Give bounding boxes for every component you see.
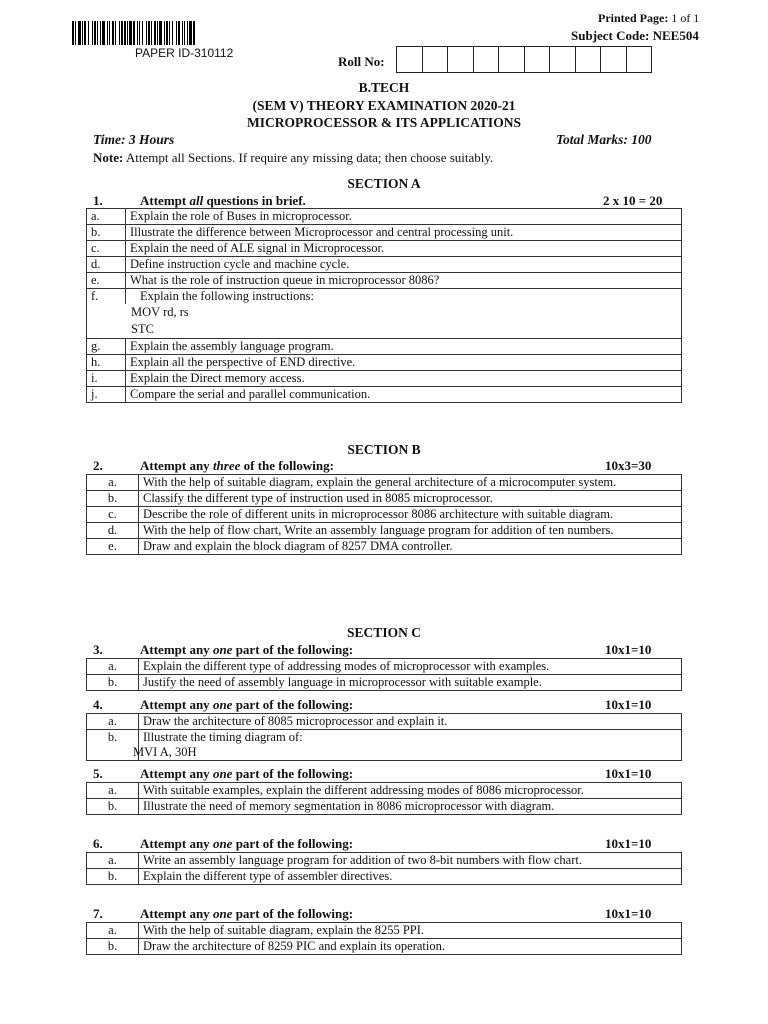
roll-no-digit-box (525, 46, 551, 73)
q1-number: 1. (93, 193, 103, 208)
printed-page-value: 1 of 1 (671, 11, 700, 25)
table-row: b. Justify the need of assembly language in microprocessor with suitable example. (87, 675, 682, 691)
printed-page-label: Printed Page: (598, 11, 669, 25)
q3-marks: 10x1=10 (605, 642, 652, 657)
q2-instruction: Attempt any three of the following: (140, 458, 334, 473)
paper-id: PAPER ID-310112 (135, 46, 234, 60)
q4-table (86, 713, 682, 761)
q4-number: 4. (93, 697, 103, 712)
q6-marks: 10x1=10 (605, 836, 652, 851)
table-row: e. Draw and explain the block diagram of 8257 DMA controller. (87, 539, 682, 555)
q6-instruction: Attempt any one part of the following: (140, 836, 354, 851)
q4-marks: 10x1=10 (605, 697, 652, 712)
section-a-table (86, 208, 682, 403)
q4-instruction: Attempt any one part of the following: (140, 697, 354, 712)
barcode-image (72, 21, 300, 45)
note-text: Attempt all Sections. If require any missing data; then choose suitably. (125, 150, 494, 165)
roll-no-label: Roll No: (338, 54, 385, 69)
subject-title: MICROPROCESSOR & ITS APPLICATIONS (247, 115, 521, 130)
table-row: b. Draw the architecture of 8259 PIC and explain its operation. (87, 939, 682, 955)
printed-page (598, 11, 699, 26)
table-row: a. With the help of suitable diagram, explain the 8255 PPI. (87, 923, 682, 939)
roll-no-boxes (396, 46, 652, 73)
q3-table (86, 658, 682, 691)
q2-marks: 10x3=30 (605, 458, 652, 473)
section-b-title: SECTION B (347, 442, 421, 457)
roll-no-digit-box (601, 46, 627, 73)
table-row: c. Explain the need of ALE signal in Microprocessor. (87, 241, 682, 257)
q6-table (86, 852, 682, 885)
roll-no-digit-box (576, 46, 602, 73)
exam-time: Time: 3 Hours (93, 132, 175, 147)
q1-marks: 2 x 10 = 20 (603, 193, 663, 208)
q5-number: 5. (93, 766, 103, 781)
q5-instruction: Attempt any one part of the following: (140, 766, 354, 781)
exam-title: (SEM V) THEORY EXAMINATION 2020-21 (252, 98, 516, 113)
total-marks: Total Marks: 100 (556, 132, 652, 147)
table-row: a. With suitable examples, explain the different addressing modes of 8086 microprocessor. (87, 783, 682, 799)
q3-number: 3. (93, 642, 103, 657)
table-row: d. Define instruction cycle and machine cycle. (87, 257, 682, 273)
q7-table (86, 922, 682, 955)
q7-instruction: Attempt any one part of the following: (140, 906, 354, 921)
table-row: j. Compare the serial and parallel communication. (87, 387, 682, 403)
section-a-title: SECTION A (347, 176, 421, 191)
table-row: e. What is the role of instruction queue in microprocessor 8086? (87, 273, 682, 289)
q7-number: 7. (93, 906, 103, 921)
roll-no-digit-box (627, 46, 653, 73)
table-row: i. Explain the Direct memory access. (87, 371, 682, 387)
roll-no-digit-box (423, 46, 449, 73)
q6-number: 6. (93, 836, 103, 851)
table-row: b. Explain the different type of assembler directives. (87, 869, 682, 885)
q7-marks: 10x1=10 (605, 906, 652, 921)
section-c-title: SECTION C (347, 625, 421, 640)
table-row: a. Explain the different type of addressing modes of microprocessor with examples. (87, 659, 682, 675)
table-row: c. Describe the role of different units in microprocessor 8086 architecture with suitable diagram. (87, 507, 682, 523)
table-row: a. Write an assembly language program for addition of two 8-bit numbers with flow chart. (87, 853, 682, 869)
table-row: b. Illustrate the need of memory segmentation in 8086 microprocessor with diagram. (87, 799, 682, 815)
course-title: B.TECH (358, 80, 410, 95)
q2-number: 2. (93, 458, 103, 473)
table-row: a. Explain the role of Buses in microprocessor. (87, 209, 682, 225)
roll-no-digit-box (499, 46, 525, 73)
subject-code: Subject Code: NEE504 (571, 28, 699, 43)
table-row: b. Classify the different type of instruction used in 8085 microprocessor. (87, 491, 682, 507)
q1-instruction: Attempt all questions in brief. (140, 193, 306, 208)
q5-table (86, 782, 682, 815)
table-row: h. Explain all the perspective of END directive. (87, 355, 682, 371)
table-row: a. Draw the architecture of 8085 microprocessor and explain it. (87, 714, 682, 730)
exam-note (93, 150, 493, 166)
table-row: f. Explain the following instructions: MOV rd, rs STC (87, 289, 682, 339)
table-row: d. With the help of flow chart, Write an assembly language program for addition of ten numbers. (87, 523, 682, 539)
roll-no-digit-box (448, 46, 474, 73)
roll-no-digit-box (474, 46, 500, 73)
table-row: g. Explain the assembly language program. (87, 339, 682, 355)
section-b-table (86, 474, 682, 555)
note-label: Note: (93, 150, 124, 165)
table-row: b. Illustrate the difference between Microprocessor and central processing unit. (87, 225, 682, 241)
table-row: b. Illustrate the timing diagram of: MVI A, 30H (87, 730, 682, 761)
q5-marks: 10x1=10 (605, 766, 652, 781)
roll-no-digit-box (397, 46, 423, 73)
table-row: a. With the help of suitable diagram, explain the general architecture of a microcomputer system. (87, 475, 682, 491)
roll-no-digit-box (550, 46, 576, 73)
q3-instruction: Attempt any one part of the following: (140, 642, 354, 657)
